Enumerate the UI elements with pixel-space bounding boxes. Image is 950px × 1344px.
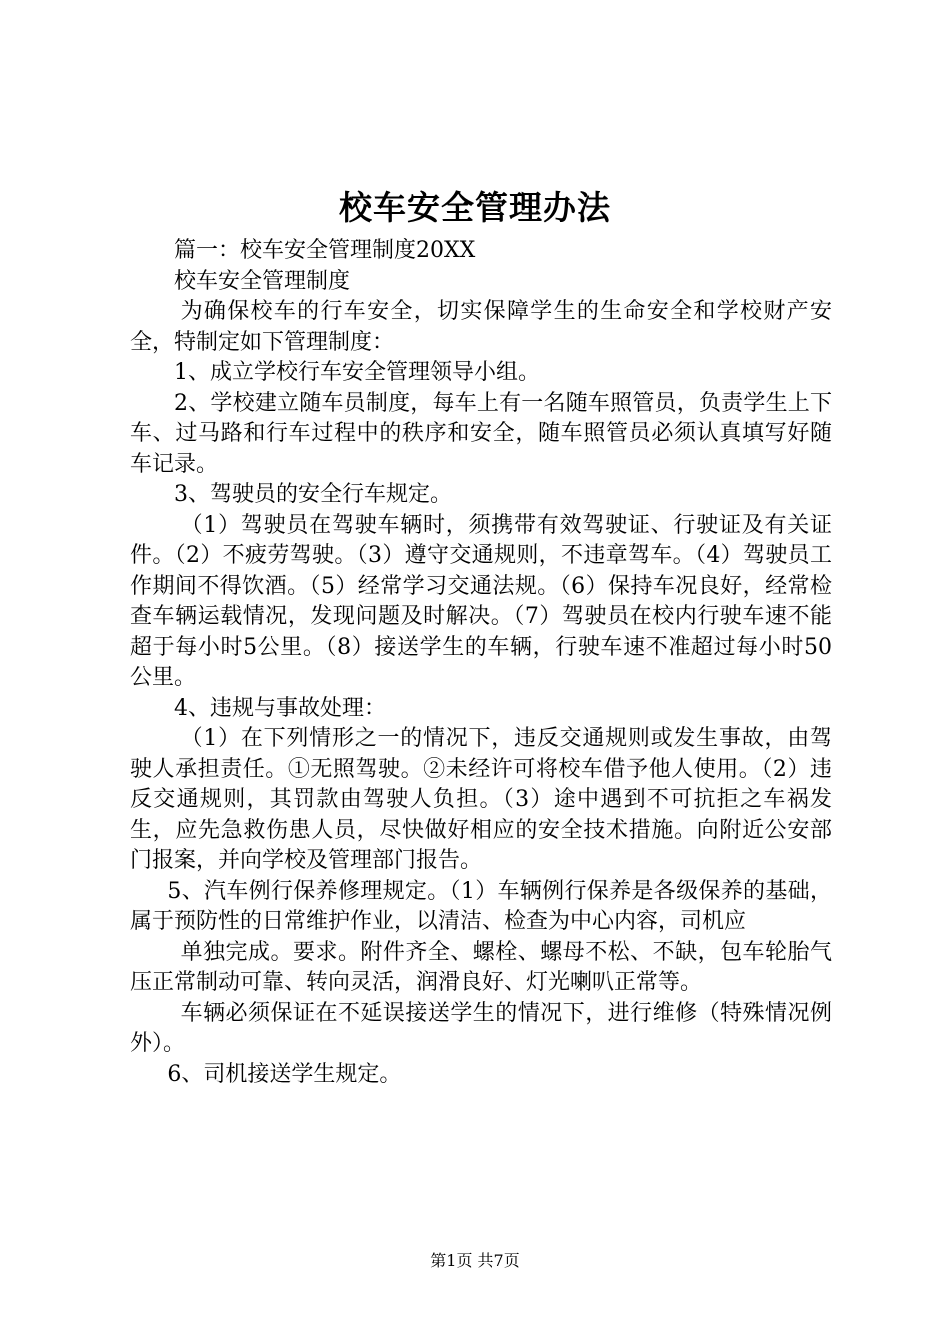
paragraph: 3、驾驶员的安全行车规定。	[174, 482, 452, 507]
paragraph: 6、司机接送学生规定。	[167, 1061, 402, 1087]
page-footer: 第1页 共7页	[430, 1251, 520, 1270]
paragraph: 2、学校建立随车员制度，每车上有一名随车照管员，负责学生上下车、过马路和行车过程中的秩序和安全，随车照管员必须认真填写好随车记录。	[130, 390, 832, 477]
paragraph: 1、成立学校行车安全管理领导小组。	[174, 360, 540, 385]
document-title: 校车安全管理办法	[339, 188, 611, 227]
paragraph: 为确保校车的行车安全，切实保障学生的生命安全和学校财产安全，特制定如下管理制度：	[130, 299, 832, 355]
paragraph: 单独完成。要求。附件齐全、螺栓、螺母不松、不缺，包车轮胎气压正常制动可靠、转向灵活，润滑良好、灯光喇叭正常等。	[130, 939, 832, 995]
paragraph: 车辆必须保证在不延误接送学生的情况下，进行维修（特殊情况例外）。	[130, 1000, 832, 1056]
paragraph: 校车安全管理制度	[174, 268, 351, 294]
paragraph: （1）驾驶员在驾驶车辆时，须携带有效驾驶证、行驶证及有关证件。（2）不疲劳驾驶。（3）遵守交通规则，不违章驾车。（4）驾驶员工作期间不得饮酒。（5）经常学习交通法规。（6）保持车况良好，经常检查车辆运载情况，发现问题及时解决。（7）驾驶员在校内行驶车速不能超于每小时5公里。（8）接送学生的车辆，行驶车速不准超过每小时50公里。	[130, 512, 832, 690]
paragraph: 4、违规与事故处理：	[174, 695, 386, 721]
paragraph: 5、汽车例行保养修理规定。（1）车辆例行保养是各级保养的基础，属于预防性的日常维护作业，以清洁、检查为中心内容，司机应	[130, 878, 832, 934]
paragraph: 篇一：校车安全管理制度20XX	[174, 238, 476, 263]
paragraph: （1）在下列情形之一的情况下，违反交通规则或发生事故，由驾驶人承担责任。①无照驾驶。②未经许可将校车借予他人使用。（2）违反交通规则，其罚款由驾驶人负担。（3）途中遇到不可抗拒之车祸发生，应先急救伤患人员，尽快做好相应的安全技术措施。向附近公安部门报案，并向学校及管理部门报告。	[130, 726, 832, 873]
document-body	[130, 236, 832, 1090]
